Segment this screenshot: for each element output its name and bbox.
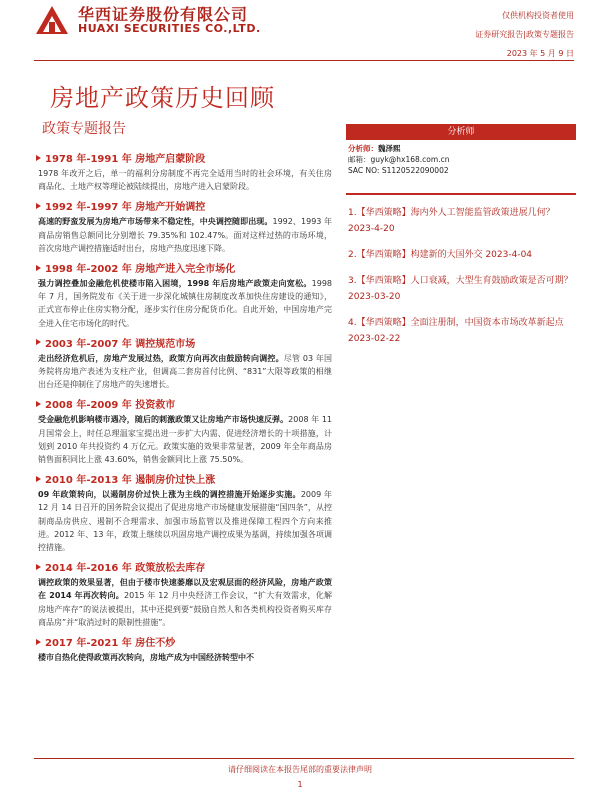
section (36, 557, 332, 629)
header-meta (475, 10, 574, 67)
legal-disclaimer: 请仔细阅读在本报告尾部的重要法律声明 (228, 765, 372, 774)
analyst-email[interactable]: guyk@hx168.com.cn (370, 155, 450, 164)
triangle-bullet-icon (36, 401, 41, 407)
section-heading: 2010 年-2013 年 遏制房价过快上涨 (45, 475, 216, 487)
section-body: 1992、1993 年商品房销售总额同比分别增长 79.35%和 102.47%。面对这样过热的市场环境，首次房地产调控措施适时出台，房地产热度迅速下降。 (38, 217, 333, 253)
section-lead: 楼市自热化使得政策再次转向，房地产成为中国经济转型中不 (38, 653, 254, 663)
section-body: 1998 年 7 月，国务院发布《关于进一步深化城镇住房制度改革加快住房建设的通知》，正式宣布停止住房实物分配，逐步实行住房分配货币化。自此开始，中国房地产完全进入住宅市场化的时代。 (38, 279, 332, 328)
triangle-bullet-icon (36, 476, 41, 482)
triangle-bullet-icon (36, 339, 41, 345)
section (36, 394, 332, 466)
section-lead: 受金融危机影响楼市遇冷，随后的刺激政策又让房地产市场快速反弹。 (38, 415, 289, 425)
analyst-sac-label: SAC NO: (348, 166, 380, 175)
section-heading: 1978 年-1991 年 房地产启蒙阶段 (45, 154, 206, 165)
section-lead: 高速的野蛮发展为房地产市场带来不稳定性，中央调控随即出现。 (38, 217, 273, 227)
triangle-bullet-icon (36, 265, 41, 271)
report-type: 证券研究报告|政策专题报告 (475, 30, 574, 39)
header-divider (34, 60, 574, 61)
section-lead: 强力调控叠加金融危机使楼市陷入困境，1998 年后房地产政策走向宽松。 (38, 279, 312, 289)
footer-divider (34, 758, 574, 759)
main-content (36, 148, 332, 667)
section (36, 196, 332, 255)
triangle-bullet-icon (36, 155, 41, 161)
analyst-sac: S1120522090002 (381, 166, 449, 175)
section-body: 2008 年 11 月国常会上，时任总理温家宝提出进一步扩大内需、促进经济增长的十项措施，计划到 2010 年共投资约 4 万亿元。政策实施的效果非常显著，2009 年全年商品房销售面积同比上涨 43.60%，销售金额同比上涨 75.50%。 (38, 415, 333, 465)
section-lead: 09 年政策转向，以遏制房价过快上涨为主线的调控措施开始逐步实施。 (38, 490, 301, 500)
related-report-link[interactable]: 1.【华西策略】海内外人工智能监管政策进展几何？ 2023-4-20 (348, 208, 555, 234)
section-heading: 1992 年-1997 年 房地产开始调控 (45, 202, 206, 214)
analyst-email-label: 邮箱： (348, 155, 371, 164)
section-lead: 走出经济危机后，房地产发展过热，政策方向再次由鼓励转向调控。 (38, 353, 284, 363)
report-subtitle: 政策专题报告 (42, 121, 126, 137)
report-date: 2023 年 5 月 9 日 (506, 49, 574, 58)
analyst-box-title: 分析师 (346, 124, 576, 140)
section-heading: 2008 年-2009 年 投资救市 (45, 400, 176, 412)
related-report-link[interactable]: 2.【华西策略】构建新的大国外交 2023-4-04 (348, 250, 533, 260)
section-body: 尽管 03 年国务院将房地产表述为支柱产业，但调高二套房首付比例、“831”大限等政策的相继出台还是抑制住了房地产的失速增长。 (38, 353, 333, 390)
brand-name-en: HUAXI SECURITIES CO.,LTD. (78, 22, 261, 35)
section-lead: 调控政策的效果显著，但由于楼市快速萎靡以及宏观层面的经济风险，房地产政策在 2014 年再次转向。 (38, 578, 332, 601)
section (36, 469, 332, 554)
sidebar (346, 124, 576, 355)
related-report-link[interactable]: 4.【华西策略】全面注册制，中国资本市场改革新起点 2023-02-22 (348, 318, 564, 344)
audience-note: 仅供机构投资者使用 (502, 11, 574, 20)
section-heading: 2003 年-2007 年 调控规范市场 (45, 338, 196, 350)
related-reports-divider (346, 193, 576, 195)
triangle-bullet-icon (36, 203, 41, 209)
section (36, 632, 332, 664)
analyst-name: 魏泽熙 (378, 144, 401, 153)
section (36, 333, 332, 392)
section-heading: 2017 年-2021 年 房住不炒 (45, 638, 176, 650)
related-report-link[interactable]: 3.【华西策略】人口衰减，大型生育鼓励政策是否可期？ 2023-03-20 (348, 276, 573, 302)
section (36, 258, 332, 330)
section (36, 148, 332, 193)
analyst-info (346, 140, 576, 179)
page-number: 1 (297, 780, 303, 789)
triangle-bullet-icon (36, 564, 41, 570)
brand-name-cn: 华西证券股份有限公司 (78, 5, 249, 24)
report-title: 房地产政策历史回顾 (50, 84, 275, 112)
triangle-bullet-icon (36, 639, 41, 645)
section-body: 1978 年改开之后，单一的福利分房制度不再完全适用当时的社会环境，有关住房商品化、土地产权等理论被陆续提出，房地产进入启蒙阶段。 (38, 169, 332, 192)
huaxi-logo-icon (34, 4, 70, 40)
section-heading: 1998 年-2002 年 房地产进入完全市场化 (45, 264, 236, 276)
section-body: 2009 年 12 月 14 日召开的国务院会议提出了促进房地产市场健康发展措施“国四条”，从控制商品房供应、遏制不合理需求、加强市场监管以及推进保障工程四个方向来推进。2012 年、13 年，政策上继续以巩固房地产调控成果为基调，持续加强各项调控措施。 (38, 490, 333, 553)
section-body: 2015 年 12 月中央经济工作会议，“扩大有效需求，化解房地产库存”的说法被提出，其中还提到要“鼓励自然人和各类机构投资者购买库存商品房”并“取消过时的限制性措施”。 (38, 591, 332, 627)
analyst-name-label: 分析师： (348, 144, 378, 153)
section-heading: 2014 年-2016 年 政策放松去库存 (45, 563, 206, 575)
report-header (0, 0, 600, 70)
